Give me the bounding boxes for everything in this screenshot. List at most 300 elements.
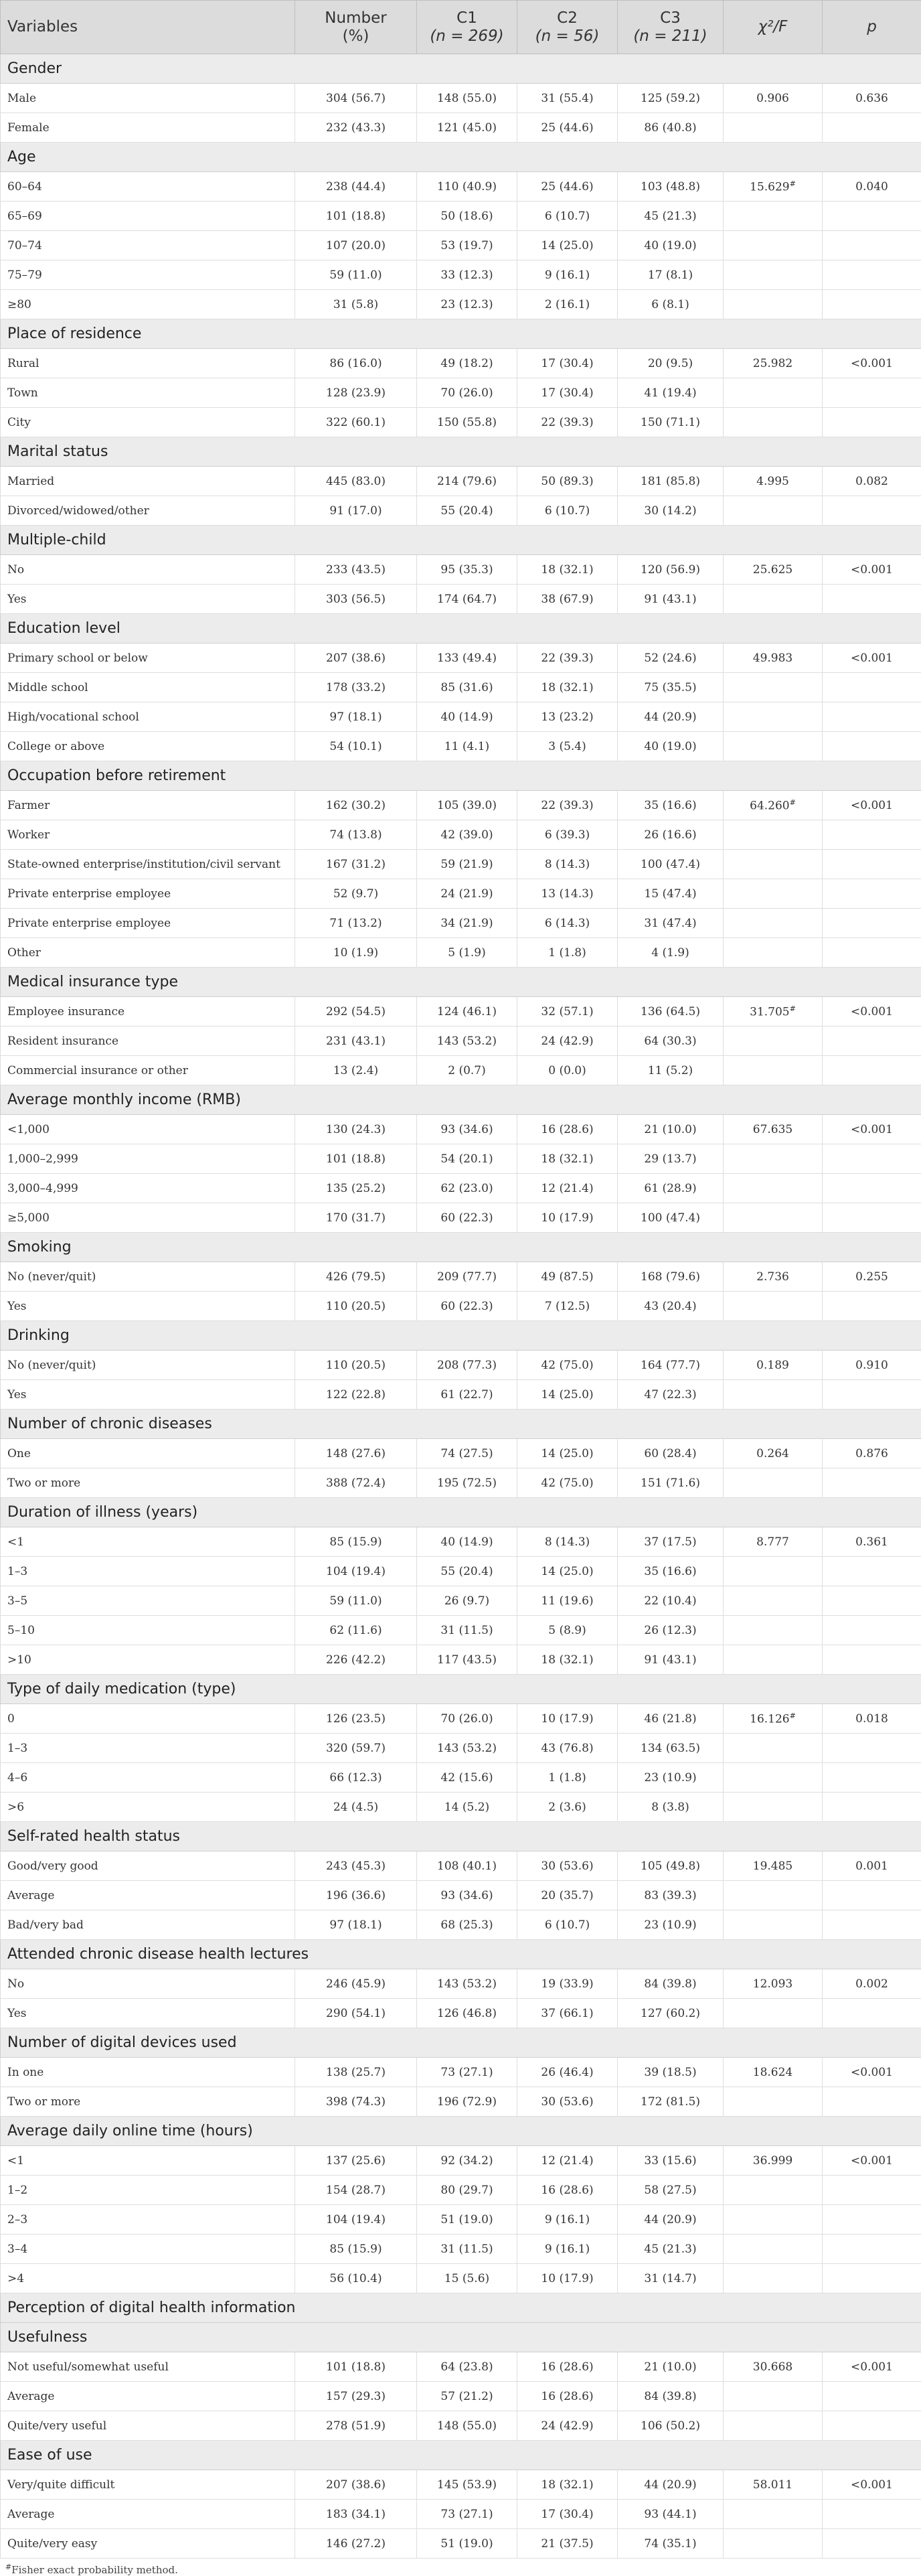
cell-label-value: Private enterprise employee	[7, 917, 171, 930]
header-c3-line2: (n = 211)	[624, 27, 716, 45]
cell-label-value: 1–3	[7, 1742, 27, 1755]
cell-label	[1, 1557, 295, 1586]
cell-chi	[724, 2352, 823, 2382]
cell-chi	[724, 1292, 823, 1321]
cell-number-value: 278 (51.9)	[326, 2419, 386, 2433]
cell-c1	[417, 643, 517, 673]
cell-label	[1, 84, 295, 113]
cell-chi-value: 0.189	[756, 1359, 789, 1372]
cell-p	[823, 909, 921, 938]
cell-c2	[517, 1910, 618, 1940]
cell-chi	[724, 1881, 823, 1910]
cell-c2-value: 0 (0.0)	[548, 1064, 586, 1077]
cell-chi	[724, 879, 823, 909]
cell-label-value: 5–10	[7, 1624, 35, 1637]
cell-chi	[724, 1910, 823, 1940]
cell-chi	[724, 850, 823, 879]
cell-chi	[724, 2264, 823, 2293]
table-row	[1, 202, 921, 231]
cell-label-value: Average	[7, 1889, 54, 1902]
cell-c3-value: 22 (10.4)	[644, 1594, 696, 1608]
cell-label	[1, 1851, 295, 1881]
table-row	[1, 1439, 921, 1468]
cell-c1-value: 126 (46.8)	[437, 2007, 497, 2020]
cell-chi-value: 64.260	[750, 799, 789, 812]
cell-c1	[417, 879, 517, 909]
cell-c2	[517, 909, 618, 938]
cell-c1	[417, 1969, 517, 1999]
cell-c2	[517, 1351, 618, 1380]
cell-number-value: 66 (12.3)	[329, 1771, 382, 1785]
cell-p	[823, 1056, 921, 1085]
cell-c2	[517, 1704, 618, 1734]
cell-c2	[517, 879, 618, 909]
cell-p-value: 0.018	[855, 1712, 888, 1726]
cell-number-value: 233 (43.5)	[326, 563, 386, 577]
table-row	[1, 820, 921, 850]
table-row	[1, 997, 921, 1027]
cell-c3	[618, 820, 724, 850]
cell-number-value: 13 (2.4)	[333, 1064, 378, 1077]
cell-label	[1, 378, 295, 408]
cell-c2	[517, 1203, 618, 1233]
cell-c1	[417, 938, 517, 968]
cell-c2-value: 32 (57.1)	[541, 1005, 593, 1018]
cell-c3-value: 30 (14.2)	[644, 504, 696, 518]
cell-c3-value: 46 (21.8)	[644, 1712, 696, 1726]
section-title: Multiple-child	[1, 526, 921, 555]
cell-label	[1, 2529, 295, 2559]
table-row	[1, 1115, 921, 1144]
table-row	[1, 673, 921, 702]
cell-c2-value: 14 (25.0)	[541, 1565, 593, 1578]
table-row	[1, 2176, 921, 2205]
cell-number-value: 238 (44.4)	[326, 180, 386, 194]
cell-c2	[517, 1027, 618, 1056]
cell-label-value: ≥80	[7, 298, 31, 311]
cell-c3-value: 91 (43.1)	[644, 593, 696, 606]
cell-c3-value: 15 (47.4)	[644, 887, 696, 901]
cell-c3	[618, 1763, 724, 1793]
cell-chi	[724, 1763, 823, 1793]
table-row	[1, 1144, 921, 1174]
cell-chi	[724, 84, 823, 113]
cell-c3	[618, 1203, 724, 1233]
cell-c1	[417, 378, 517, 408]
cell-c2-value: 8 (14.3)	[545, 858, 590, 871]
cell-label	[1, 202, 295, 231]
cell-p	[823, 2382, 921, 2411]
table-row	[1, 172, 921, 202]
cell-number	[295, 1969, 417, 1999]
cell-c1	[417, 702, 517, 732]
table-row	[1, 732, 921, 761]
table-row	[1, 349, 921, 378]
section-header-row	[1, 1233, 921, 1262]
section-header-row	[1, 319, 921, 349]
cell-p-value: 0.255	[855, 1270, 888, 1284]
cell-label-value: 75–79	[7, 269, 42, 282]
cell-label	[1, 2470, 295, 2500]
cell-c2	[517, 1380, 618, 1410]
cell-p-value: 0.040	[855, 180, 888, 194]
cell-c3	[618, 1144, 724, 1174]
cell-c1-value: 145 (53.9)	[437, 2478, 497, 2492]
cell-label	[1, 1203, 295, 1233]
section-title: Perception of digital health information	[1, 2293, 921, 2323]
cell-c2-value: 17 (30.4)	[541, 386, 593, 400]
cell-number	[295, 1351, 417, 1380]
cell-c2	[517, 1174, 618, 1203]
cell-c2-value: 9 (16.1)	[545, 2243, 590, 2256]
cell-p	[823, 1468, 921, 1498]
cell-chi	[724, 1586, 823, 1616]
cell-p	[823, 2087, 921, 2117]
cell-c3	[618, 879, 724, 909]
cell-chi	[724, 2146, 823, 2176]
section-title: Usefulness	[1, 2323, 921, 2352]
cell-number-value: 31 (5.8)	[333, 298, 378, 311]
cell-c2	[517, 1851, 618, 1881]
cell-number-value: 292 (54.5)	[326, 1005, 386, 1018]
cell-number-value: 154 (28.7)	[326, 2184, 386, 2197]
cell-c1-value: 195 (72.5)	[437, 1476, 497, 1490]
cell-label-value: Other	[7, 946, 41, 960]
cell-c1-value: 42 (15.6)	[440, 1771, 493, 1785]
cell-number-value: 126 (23.5)	[326, 1712, 386, 1726]
table-row	[1, 2352, 921, 2382]
cell-number	[295, 84, 417, 113]
table-row	[1, 2264, 921, 2293]
cell-number	[295, 1174, 417, 1203]
cell-c3	[618, 1851, 724, 1881]
cell-c1-value: 133 (49.4)	[437, 652, 497, 665]
cell-c3-value: 181 (85.8)	[641, 475, 700, 488]
cell-chi-value: 19.485	[753, 1860, 792, 1873]
cell-number-value: 97 (18.1)	[329, 1918, 382, 1932]
cell-c2	[517, 1115, 618, 1144]
header-c3	[618, 1, 724, 54]
cell-label	[1, 1292, 295, 1321]
cell-c1	[417, 1439, 517, 1468]
cell-c1-value: 31 (11.5)	[440, 2243, 493, 2256]
cell-c3	[618, 791, 724, 820]
cell-c1	[417, 1616, 517, 1645]
cell-p	[823, 84, 921, 113]
cell-number-value: 101 (18.8)	[326, 2360, 386, 2374]
cell-c2	[517, 2500, 618, 2529]
cell-label	[1, 2087, 295, 2117]
cell-label	[1, 1468, 295, 1498]
section-header-row	[1, 1940, 921, 1969]
section-title: Occupation before retirement	[1, 761, 921, 791]
cell-chi	[724, 1056, 823, 1085]
cell-c3	[618, 1527, 724, 1557]
cell-label-value: Good/very good	[7, 1860, 98, 1873]
cell-chi-value: 0.264	[756, 1447, 789, 1460]
cell-c2-value: 13 (14.3)	[541, 887, 593, 901]
cell-p	[823, 820, 921, 850]
table-row	[1, 1557, 921, 1586]
cell-c1	[417, 1851, 517, 1881]
cell-number-value: 231 (43.1)	[326, 1035, 386, 1048]
cell-label-value: Farmer	[7, 799, 50, 812]
cell-p	[823, 290, 921, 319]
cell-c2	[517, 1763, 618, 1793]
cell-chi	[724, 1144, 823, 1174]
cell-p	[823, 1999, 921, 2028]
cell-number	[295, 1851, 417, 1881]
cell-label	[1, 1734, 295, 1763]
cell-c1	[417, 1203, 517, 1233]
cell-c2	[517, 408, 618, 437]
table-row	[1, 1468, 921, 1498]
cell-c3	[618, 1910, 724, 1940]
cell-c1-value: 110 (40.9)	[437, 180, 497, 194]
cell-c2-value: 25 (44.6)	[541, 180, 593, 194]
cell-p	[823, 1616, 921, 1645]
cell-c2-value: 26 (46.4)	[541, 2066, 593, 2079]
cell-c3	[618, 1468, 724, 1498]
cell-c3	[618, 1056, 724, 1085]
cell-c3	[618, 2146, 724, 2176]
cell-chi	[724, 1351, 823, 1380]
cell-c2-value: 2 (16.1)	[545, 298, 590, 311]
table-row	[1, 113, 921, 143]
cell-c3-value: 45 (21.3)	[644, 210, 696, 223]
cell-c1	[417, 2176, 517, 2205]
cell-number	[295, 938, 417, 968]
header-variables: Variables	[1, 1, 295, 54]
cell-chi	[724, 2058, 823, 2087]
cell-c2-value: 42 (75.0)	[541, 1476, 593, 1490]
cell-label-value: College or above	[7, 740, 104, 753]
cell-c1-value: 143 (53.2)	[437, 1035, 497, 1048]
cell-number	[295, 1468, 417, 1498]
cell-number	[295, 643, 417, 673]
cell-c3	[618, 909, 724, 938]
cell-c1	[417, 1056, 517, 1085]
cell-c1	[417, 2352, 517, 2382]
cell-label-value: Middle school	[7, 681, 88, 694]
cell-number	[295, 2234, 417, 2264]
cell-c2-value: 10 (17.9)	[541, 1712, 593, 1726]
cell-chi	[724, 1262, 823, 1292]
cell-c1	[417, 1115, 517, 1144]
cell-label	[1, 2352, 295, 2382]
table-row	[1, 643, 921, 673]
cell-chi-value: 67.635	[753, 1123, 792, 1136]
cell-label	[1, 1262, 295, 1292]
cell-p	[823, 408, 921, 437]
cell-c2-value: 10 (17.9)	[541, 1211, 593, 1225]
section-title: Attended chronic disease health lectures	[1, 1940, 921, 1969]
cell-label	[1, 820, 295, 850]
cell-c3	[618, 673, 724, 702]
cell-c3-value: 58 (27.5)	[644, 2184, 696, 2197]
cell-number	[295, 2470, 417, 2500]
cell-c3-value: 35 (16.6)	[644, 799, 696, 812]
cell-c3	[618, 2264, 724, 2293]
cell-c2-value: 2 (3.6)	[548, 1801, 586, 1814]
cell-number-value: 122 (22.8)	[326, 1388, 386, 1401]
cell-c2	[517, 1881, 618, 1910]
cell-label-value: Town	[7, 386, 38, 400]
cell-number-value: 128 (23.9)	[326, 386, 386, 400]
cell-number-value: 86 (16.0)	[329, 357, 382, 370]
cell-c3	[618, 2529, 724, 2559]
cell-c2	[517, 2058, 618, 2087]
cell-chi-value: 15.629	[750, 180, 789, 194]
cell-c2	[517, 1262, 618, 1292]
cell-label	[1, 791, 295, 820]
cell-c2-value: 12 (21.4)	[541, 2154, 593, 2168]
cell-label-value: Very/quite difficult	[7, 2478, 114, 2492]
cell-c1	[417, 1380, 517, 1410]
cell-p	[823, 1439, 921, 1468]
cell-c3	[618, 1439, 724, 1468]
cell-c1	[417, 791, 517, 820]
cell-c1-value: 117 (43.5)	[437, 1653, 497, 1667]
cell-c3	[618, 84, 724, 113]
cell-c1-value: 143 (53.2)	[437, 1742, 497, 1755]
cell-c2-value: 13 (23.2)	[541, 710, 593, 724]
cell-c2	[517, 820, 618, 850]
cell-c1	[417, 1704, 517, 1734]
cell-chi-footnote-mark: #	[790, 1712, 796, 1720]
cell-c1-value: 5 (1.9)	[448, 946, 486, 960]
cell-number	[295, 2146, 417, 2176]
cell-label	[1, 2264, 295, 2293]
section-title: Average monthly income (RMB)	[1, 1085, 921, 1115]
cell-c3-value: 45 (21.3)	[644, 2243, 696, 2256]
cell-c2-value: 14 (25.0)	[541, 239, 593, 252]
section-header-row	[1, 1498, 921, 1527]
cell-chi	[724, 378, 823, 408]
cell-c1-value: 124 (46.1)	[437, 1005, 497, 1018]
cell-c3-value: 31 (14.7)	[644, 2272, 696, 2285]
cell-c1	[417, 1881, 517, 1910]
cell-p	[823, 1557, 921, 1586]
cell-c3-value: 52 (24.6)	[644, 652, 696, 665]
cell-c1-value: 33 (12.3)	[440, 269, 493, 282]
cell-label-value: >4	[7, 2272, 24, 2285]
cell-label	[1, 290, 295, 319]
cell-c2-value: 9 (16.1)	[545, 269, 590, 282]
cell-c1-value: 24 (21.9)	[440, 887, 493, 901]
table-row	[1, 909, 921, 938]
cell-chi	[724, 1380, 823, 1410]
cell-label-value: Quite/very useful	[7, 2419, 106, 2433]
cell-c3	[618, 2058, 724, 2087]
cell-c1	[417, 1144, 517, 1174]
cell-c2	[517, 997, 618, 1027]
cell-p	[823, 1734, 921, 1763]
cell-number-value: 85 (15.9)	[329, 2243, 382, 2256]
cell-label-value: <1,000	[7, 1123, 50, 1136]
cell-number	[295, 349, 417, 378]
cell-p-value: 0.636	[855, 92, 888, 105]
cell-p	[823, 938, 921, 968]
cell-label	[1, 1380, 295, 1410]
cell-c3	[618, 408, 724, 437]
cell-c3-value: 86 (40.8)	[644, 121, 696, 135]
cell-c1	[417, 1557, 517, 1586]
cell-number	[295, 1144, 417, 1174]
cell-chi	[724, 909, 823, 938]
cell-label	[1, 938, 295, 968]
cell-chi	[724, 1468, 823, 1498]
cell-label	[1, 1616, 295, 1645]
header-c1-line1: C1	[424, 9, 510, 27]
cell-chi	[724, 2382, 823, 2411]
cell-number	[295, 1439, 417, 1468]
cell-p	[823, 378, 921, 408]
cell-chi	[724, 2176, 823, 2205]
table-row	[1, 585, 921, 614]
cell-c1-value: 105 (39.0)	[437, 799, 497, 812]
cell-c1	[417, 2411, 517, 2441]
cell-number-value: 398 (74.3)	[326, 2095, 386, 2109]
cell-c1	[417, 997, 517, 1027]
cell-c1-value: 93 (34.6)	[440, 1123, 493, 1136]
section-title: Marital status	[1, 437, 921, 467]
cell-c1	[417, 408, 517, 437]
cell-label	[1, 1999, 295, 2028]
cell-c2-value: 24 (42.9)	[541, 1035, 593, 1048]
cell-c1-value: 209 (77.7)	[437, 1270, 497, 1284]
cell-p	[823, 2234, 921, 2264]
cell-c1-value: 62 (23.0)	[440, 1182, 493, 1195]
cell-c1	[417, 1734, 517, 1763]
cell-c3-value: 103 (48.8)	[641, 180, 700, 194]
cell-c3	[618, 1704, 724, 1734]
cell-c3-value: 100 (47.4)	[641, 1211, 700, 1225]
cell-label-value: Yes	[7, 593, 27, 606]
cell-label-value: Worker	[7, 828, 50, 842]
cell-p	[823, 1763, 921, 1793]
cell-c1-value: 49 (18.2)	[440, 357, 493, 370]
cell-chi	[724, 1616, 823, 1645]
cell-c3-value: 60 (28.4)	[644, 1447, 696, 1460]
header-number-line1: Number	[302, 9, 410, 27]
cell-chi	[724, 1203, 823, 1233]
table-row	[1, 378, 921, 408]
cell-number-value: 10 (1.9)	[333, 946, 378, 960]
cell-c2	[517, 850, 618, 879]
cell-number-value: 110 (20.5)	[326, 1359, 386, 1372]
cell-c2	[517, 555, 618, 585]
cell-p	[823, 1144, 921, 1174]
cell-number-value: 322 (60.1)	[326, 416, 386, 429]
cell-chi	[724, 2470, 823, 2500]
cell-number-value: 101 (18.8)	[326, 210, 386, 223]
cell-c2-value: 19 (33.9)	[541, 1977, 593, 1991]
cell-c3	[618, 1734, 724, 1763]
cell-c3-value: 31 (47.4)	[644, 917, 696, 930]
cell-p	[823, 1793, 921, 1822]
cell-c3-value: 21 (10.0)	[644, 1123, 696, 1136]
cell-c2-value: 6 (39.3)	[545, 828, 590, 842]
cell-c2-value: 22 (39.3)	[541, 652, 593, 665]
cell-c3-value: 6 (8.1)	[651, 298, 689, 311]
cell-number	[295, 1734, 417, 1763]
cell-number	[295, 1999, 417, 2028]
cell-c2-value: 18 (32.1)	[541, 681, 593, 694]
cell-chi-value: 31.705	[750, 1005, 789, 1018]
cell-p	[823, 702, 921, 732]
cell-c3	[618, 1881, 724, 1910]
